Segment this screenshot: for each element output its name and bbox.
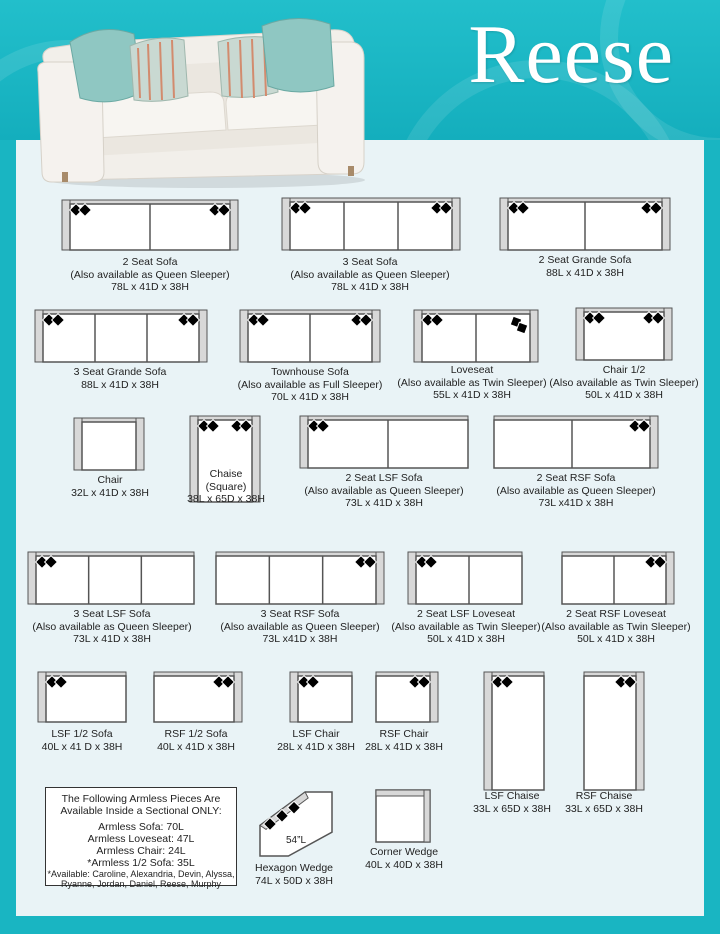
piece-diagram-2-seat-lsf-sofa (300, 416, 468, 468)
piece-name: 3 Seat Grande Sofa (73, 366, 167, 378)
piece-dimensions: 40L x 41D x 38H (157, 740, 235, 753)
piece-dimensions: 28L x 41D x 38H (365, 740, 443, 753)
piece-name: 3 Seat LSF Sofa (73, 608, 151, 620)
left-arm (74, 418, 82, 470)
right-arm (199, 310, 207, 362)
corner-back (424, 790, 430, 842)
right-arm (530, 310, 538, 362)
piece-note: (Also available as Twin Sleeper) (391, 620, 541, 633)
piece-note: (Also available as Twin Sleeper) (549, 376, 699, 389)
piece-name: LSF 1/2 Sofa (51, 728, 113, 740)
piece-diagram-2-seat-rsf-loveseat (562, 552, 674, 604)
armless-title-line1: The Following Armless Pieces Are (61, 793, 221, 805)
seat-area (216, 556, 376, 604)
piece-name: Loveseat (450, 364, 494, 376)
piece-note: (Also available as Queen Sleeper) (304, 484, 464, 497)
piece-2-seat-lsf-sofa (300, 416, 468, 468)
piece-dimensions: 78L x 41D x 38H (331, 281, 409, 293)
piece-diagram-chair (74, 418, 144, 470)
piece-dimensions: 38L x 65D x 38H (187, 493, 265, 505)
right-arm (664, 308, 672, 360)
piece-dimensions: 50L x 41D x 38H (585, 389, 663, 401)
brand-title: Reese (468, 8, 674, 101)
piece-dimensions: 40L x 41 D x 38H (41, 740, 123, 753)
piece-chair (74, 418, 144, 470)
piece-label-rsf-chaise (514, 790, 694, 815)
piece-diagram-3-seat-sofa (282, 198, 460, 250)
right-arm (372, 310, 380, 362)
piece-name: 2 Seat Sofa (122, 256, 178, 268)
piece-note: (Also available as Queen Sleeper) (220, 620, 380, 633)
armless-footnote-line1: *Available: Caroline, Alexandria, Devin, Alyssa, (47, 869, 235, 879)
piece-label-2-seat-grande-sofa (495, 254, 675, 279)
piece-diagram-2-seat-sofa (62, 200, 238, 250)
hexagon-side-label: 54”L (285, 835, 307, 847)
piece-dimensions: 88L x 41D x 38H (546, 266, 624, 279)
piece-name: RSF Chair (379, 728, 429, 740)
piece-dimensions: 40L x 40D x 38H (365, 858, 443, 871)
right-arm (430, 672, 438, 722)
piece-label-2-seat-lsf-sofa (294, 472, 474, 510)
right-arm (636, 672, 644, 790)
piece-diagram-lsf-half-sofa (38, 672, 126, 722)
piece-chair-half (576, 308, 672, 360)
piece-name: 3 Seat Sofa (342, 256, 398, 268)
piece-name: RSF 1/2 Sofa (164, 728, 228, 740)
piece-label-corner-wedge (314, 846, 494, 871)
left-arm (35, 310, 43, 362)
piece-name: RSF Chaise (575, 790, 633, 802)
piece-2-seat-rsf-loveseat (562, 552, 674, 604)
left-arm (300, 416, 308, 468)
piece-name: Corner Wedge (369, 846, 439, 858)
piece-diagram-3-seat-lsf-sofa (28, 552, 194, 604)
piece-diagram-2-seat-grande-sofa (500, 198, 670, 250)
left-arm (62, 200, 70, 250)
piece-diagram-lsf-chair (290, 672, 352, 722)
piece-diagram-chair-half (576, 308, 672, 360)
piece-dimensions: 55L x 41D x 38H (433, 389, 511, 401)
piece-lsf-chair (290, 672, 352, 722)
piece-dimensions: 78L x 41D x 38H (111, 281, 189, 293)
piece-diagram-rsf-half-sofa (154, 672, 242, 722)
piece-note: (Also available as Full Sleeper) (237, 378, 383, 391)
piece-dimensions: 33L x 65D x 38H (565, 802, 643, 815)
piece-dimensions: 50L x 41D x 38H (427, 633, 505, 645)
piece-label-townhouse-sofa (220, 366, 400, 404)
piece-name: Chaise (209, 468, 243, 480)
piece-rsf-chaise (584, 672, 644, 790)
piece-2-seat-rsf-sofa (494, 416, 658, 468)
piece-name: 2 Seat LSF Loveseat (416, 608, 516, 620)
right-arm (452, 198, 460, 250)
piece-label-chair-half (534, 364, 714, 402)
piece-label-3-seat-lsf-sofa (22, 608, 202, 646)
piece-3-seat-grande-sofa (35, 310, 207, 362)
left-arm (38, 672, 46, 722)
right-arm (136, 418, 144, 470)
piece-lsf-half-sofa (38, 672, 126, 722)
seat-area (43, 314, 199, 362)
piece-dimensions: 73L x41D x 38H (262, 633, 338, 645)
piece-name: 2 Seat LSF Sofa (345, 472, 423, 484)
piece-2-seat-sofa (62, 200, 238, 250)
seat-area (584, 676, 636, 790)
seat-area (82, 422, 136, 470)
piece-label-chaise-square (136, 468, 316, 506)
right-arm (376, 552, 384, 604)
piece-dimensions: 33L x 65D x 38H (473, 802, 551, 815)
piece-note: (Also available as Queen Sleeper) (290, 268, 450, 281)
piece-name: 3 Seat RSF Sofa (260, 608, 340, 620)
seat-area (36, 556, 194, 604)
armless-footnote-line2: Ryanne, Jordan, Daniel, Reese, Murphy (60, 879, 222, 889)
left-arm (290, 672, 298, 722)
armless-item: *Armless 1/2 Sofa: 35L (87, 857, 195, 869)
seat-area (492, 676, 544, 790)
armless-item: Armless Chair: 24L (96, 845, 186, 857)
piece-3-seat-rsf-sofa (216, 552, 384, 604)
sofa-product-photo (30, 12, 370, 188)
piece-lsf-chaise (484, 672, 544, 790)
piece-name: 2 Seat RSF Sofa (536, 472, 616, 484)
left-arm (28, 552, 36, 604)
piece-diagram-3-seat-grande-sofa (35, 310, 207, 362)
piece-name: 2 Seat RSF Loveseat (566, 608, 666, 620)
piece-corner-wedge (376, 790, 430, 842)
piece-diagram-2-seat-rsf-sofa (494, 416, 658, 468)
piece-label-rsf-chair (314, 728, 494, 753)
armless-item: Armless Sofa: 70L (98, 821, 184, 833)
piece-label-2-seat-sofa (60, 256, 240, 294)
piece-note: (Also available as Twin Sleeper) (397, 376, 547, 389)
armless-item: Armless Loveseat: 47L (87, 833, 195, 845)
piece-dimensions: 74L x 50D x 38H (255, 874, 333, 887)
piece-note: (Also available as Queen Sleeper) (70, 268, 230, 281)
piece-label-2-seat-rsf-sofa (486, 472, 666, 510)
piece-townhouse-sofa (240, 310, 380, 362)
piece-diagram-loveseat (414, 310, 538, 362)
right-arm (230, 200, 238, 250)
piece-name: 2 Seat Grande Sofa (538, 254, 632, 266)
piece-diagram-corner-wedge (376, 790, 430, 842)
left-arm (240, 310, 248, 362)
right-arm (662, 198, 670, 250)
piece-rsf-chair (376, 672, 438, 722)
seat-area (290, 202, 452, 250)
left-arm (408, 552, 416, 604)
piece-diagram-townhouse-sofa (240, 310, 380, 362)
piece-3-seat-lsf-sofa (28, 552, 194, 604)
piece-name: Chair 1/2 (602, 364, 646, 376)
piece-name: Townhouse Sofa (271, 366, 349, 378)
armless-title-line2: Available Inside a Sectional ONLY: (60, 805, 222, 817)
piece-name: LSF Chair (292, 728, 340, 740)
piece-diagram-rsf-chaise (584, 672, 644, 790)
armless-pieces-box (45, 787, 237, 889)
piece-dimensions: 50L x 41D x 38H (577, 633, 655, 645)
piece-label-3-seat-rsf-sofa (210, 608, 390, 646)
piece-loveseat (414, 310, 538, 362)
piece-diagram-3-seat-rsf-sofa (216, 552, 384, 604)
piece-note: (Also available as Queen Sleeper) (32, 620, 192, 633)
piece-note: (Also available as Queen Sleeper) (496, 484, 656, 497)
piece-diagram-2-seat-lsf-loveseat (408, 552, 522, 604)
piece-dimensions: 28L x 41D x 38H (277, 740, 355, 753)
piece-diagram-rsf-chair (376, 672, 438, 722)
right-arm (650, 416, 658, 468)
piece-name: LSF Chaise (484, 790, 540, 802)
left-arm (576, 308, 584, 360)
piece-name: Chair (97, 474, 123, 486)
piece-name: Hexagon Wedge (254, 862, 334, 874)
left-arm (414, 310, 422, 362)
piece-2-seat-grande-sofa (500, 198, 670, 250)
right-arm (666, 552, 674, 604)
piece-dimensions: 70L x 41D x 38H (271, 391, 349, 403)
piece-dimensions: 32L x 41D x 38H (71, 486, 149, 499)
left-arm (500, 198, 508, 250)
piece-diagram-lsf-chaise (484, 672, 544, 790)
corner-back (376, 790, 430, 796)
piece-dimensions: 73L x 41D x 38H (73, 633, 151, 645)
piece-label-3-seat-grande-sofa (30, 366, 210, 391)
left-arm (282, 198, 290, 250)
right-arm (234, 672, 242, 722)
piece-3-seat-sofa (282, 198, 460, 250)
piece-2-seat-lsf-loveseat (408, 552, 522, 604)
piece-note: (Square) (205, 480, 247, 493)
left-arm (484, 672, 492, 790)
piece-rsf-half-sofa (154, 672, 242, 722)
piece-label-2-seat-rsf-loveseat (526, 608, 706, 646)
piece-dimensions: 88L x 41D x 38H (81, 378, 159, 391)
piece-dimensions: 73L x 41D x 38H (345, 497, 423, 509)
piece-note: (Also available as Twin Sleeper) (541, 620, 691, 633)
piece-dimensions: 73L x41D x 38H (538, 497, 614, 509)
corner-wedge-shape (376, 790, 430, 842)
piece-label-3-seat-sofa (280, 256, 460, 294)
